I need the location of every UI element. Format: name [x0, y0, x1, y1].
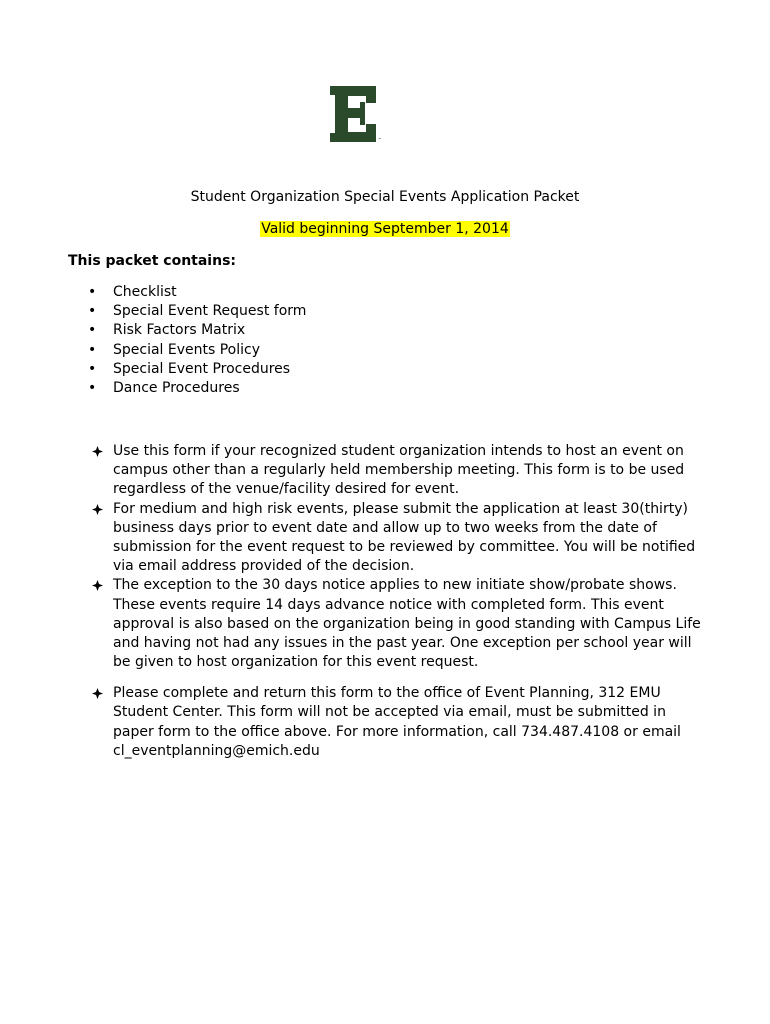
instruction-note — [88, 576, 708, 672]
instruction-note — [88, 442, 708, 500]
instruction-note — [88, 684, 708, 761]
note-line: submission for the event request to be reviewed by committee. You will be notified — [113, 538, 696, 555]
note-line: business days prior to event date and allow up to two weeks from the date of — [113, 519, 657, 536]
note-line: be given to host organization for this event request. — [113, 654, 479, 671]
note-line: via email address provided of the decision. — [113, 558, 415, 575]
bullet-icon: • — [88, 360, 97, 377]
note-line: Student Center. This form will not be accepted via email, must be submitted in — [113, 704, 666, 721]
bullet-icon: • — [88, 303, 97, 320]
contents-item-label: Dance Procedures — [113, 379, 240, 396]
packet-contents-heading: This packet contains: — [68, 253, 237, 269]
contents-item — [68, 379, 306, 398]
emu-block-e-logo — [330, 86, 384, 142]
contents-item-label: Checklist — [113, 284, 177, 300]
bullet-icon: • — [88, 322, 97, 339]
instruction-notes-list — [88, 442, 708, 761]
contents-item — [68, 360, 306, 379]
diamond-bullet-icon — [92, 580, 103, 591]
note-line: These events require 14 days advance notice with completed form. This event — [113, 596, 664, 613]
contents-item — [68, 341, 306, 360]
note-line: cl_eventplanning@emich.edu — [113, 742, 320, 759]
contents-item — [68, 321, 306, 340]
instruction-note — [88, 500, 708, 577]
note-line: For medium and high risk events, please submit the application at least 30(thirty) — [113, 500, 688, 517]
note-line: regardless of the venue/facility desired for event. — [113, 481, 460, 498]
valid-notice-line — [0, 220, 770, 239]
note-line: and having not had any issues in the past year. One exception per school year will — [113, 634, 692, 651]
note-line: campus other than a regularly held membership meeting. This form is to be used — [113, 462, 685, 479]
packet-contents-list — [68, 283, 306, 398]
note-line: The exception to the 30 days notice applies to new initiate show/probate shows. — [113, 577, 677, 594]
document-title: Student Organization Special Events Application Packet — [190, 189, 580, 205]
diamond-bullet-icon — [92, 504, 103, 515]
bullet-icon: • — [88, 341, 97, 358]
contents-item-label: Special Events Policy — [113, 341, 261, 358]
diamond-bullet-icon — [92, 688, 103, 699]
contents-item-label: Special Event Procedures — [113, 360, 291, 377]
note-line: Please complete and return this form to the office of Event Planning, 312 EMU — [113, 685, 661, 702]
contents-item-label: Special Event Request form — [113, 303, 307, 320]
contents-item-label: Risk Factors Matrix — [113, 322, 246, 339]
logo-e-shape — [330, 86, 376, 142]
valid-notice: Valid beginning September 1, 2014 — [261, 221, 509, 237]
bullet-icon: • — [88, 284, 97, 300]
note-line: Use this form if your recognized student organization intends to host an event on — [113, 443, 684, 459]
contents-item — [68, 283, 306, 302]
diamond-bullet-icon — [92, 446, 103, 457]
note-line: approval is also based on the organization being in good standing with Campus Life — [113, 615, 701, 632]
contents-item — [68, 302, 306, 321]
note-line: paper form to the office above. For more information, call 734.487.4108 or email — [113, 723, 681, 740]
bullet-icon: • — [88, 379, 97, 396]
logo-trademark: ™ — [378, 137, 382, 142]
